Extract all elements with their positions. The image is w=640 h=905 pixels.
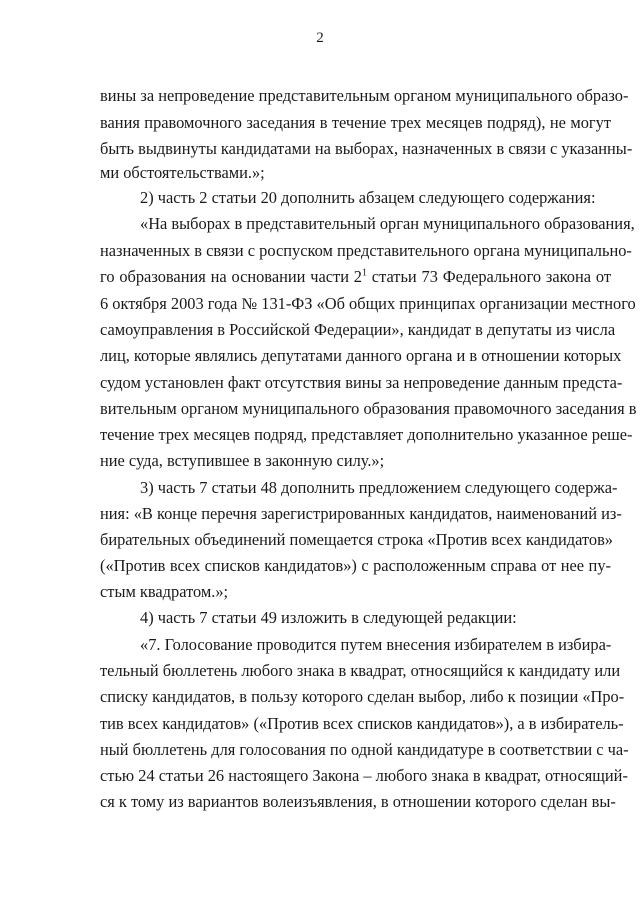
text-line: стым квадратом.»; [100,582,229,601]
text-line: ный бюллетень для голосования по одной кандидатуре в соответствии с ча- [100,740,629,759]
text-line: 3) часть 7 статьи 48 дополнить предложением следующего содержа- [140,478,618,497]
text-line: лиц, которые являлись депутатами данного органа и в отношении которых [100,346,622,365]
text-line: самоуправления в Российской Федерации», кандидат в депутаты из числа [100,320,616,339]
page-number: 2 [316,30,324,46]
text-line: 4) часть 7 статьи 49 изложить в следующей редакции: [140,608,517,627]
text-line: вания правомочного заседания в течение трех месяцев подряд), не могут [100,113,611,132]
text-line: ся к тому из вариантов волеизъявления, в отношении которого сделан вы- [100,792,616,811]
superscript: 1 [361,267,367,279]
text-line: судом установлен факт отсутствия вины за непроведение данным предста- [100,373,623,392]
text-line: («Против всех списков кандидатов») с расположенным справа от нее пу- [100,556,611,575]
text-line [100,267,611,287]
text-line: вины за непроведение представительным органом муниципального образо- [100,86,629,105]
text-line: тельный бюллетень любого знака в квадрат, относящийся к кандидату или [100,661,621,680]
text-line: 6 октября 2003 года № 131-ФЗ «Об общих принципах организации местного [100,294,636,313]
text-line: ния: «В конце перечня зарегистрированных кандидатов, наименований из- [100,504,622,523]
text-line: стью 24 статьи 26 настоящего Закона – любого знака в квадрат, относящий- [100,766,628,785]
text-line: «На выборах в представительный орган муниципального образования, [140,214,635,233]
text-line: списку кандидатов, в пользу которого сделан выбор, либо к позиции «Про- [100,687,625,706]
text-line: ние суда, вступившее в законную силу.»; [100,451,385,470]
text-line: 2) часть 2 статьи 20 дополнить абзацем следующего содержания: [140,188,596,207]
text-line: «7. Голосование проводится путем внесения избирателем в избира- [140,635,612,654]
text-line: вительным органом муниципального образования правомочного заседания в [100,399,637,418]
text-line: бирательных объединений помещается строка «Против всех кандидатов» [100,530,614,549]
text-segment: статьи 73 Федерального закона от [366,267,611,286]
text-line: назначенных в связи с роспуском представительного органа муниципально- [100,241,632,260]
text-line: тив всех кандидатов» («Против всех списков кандидатов»), а в избиратель- [100,714,624,733]
text-line: быть выдвинуты кандидатами на выборах, назначенных в связи с указанны- [100,139,633,158]
text-line: течение трех месяцев подряд, представляет дополнительно указанное реше- [100,425,633,444]
text-segment: го образования на основании части 2 [100,267,362,286]
text-line: ми обстоятельствами.»; [100,163,265,182]
